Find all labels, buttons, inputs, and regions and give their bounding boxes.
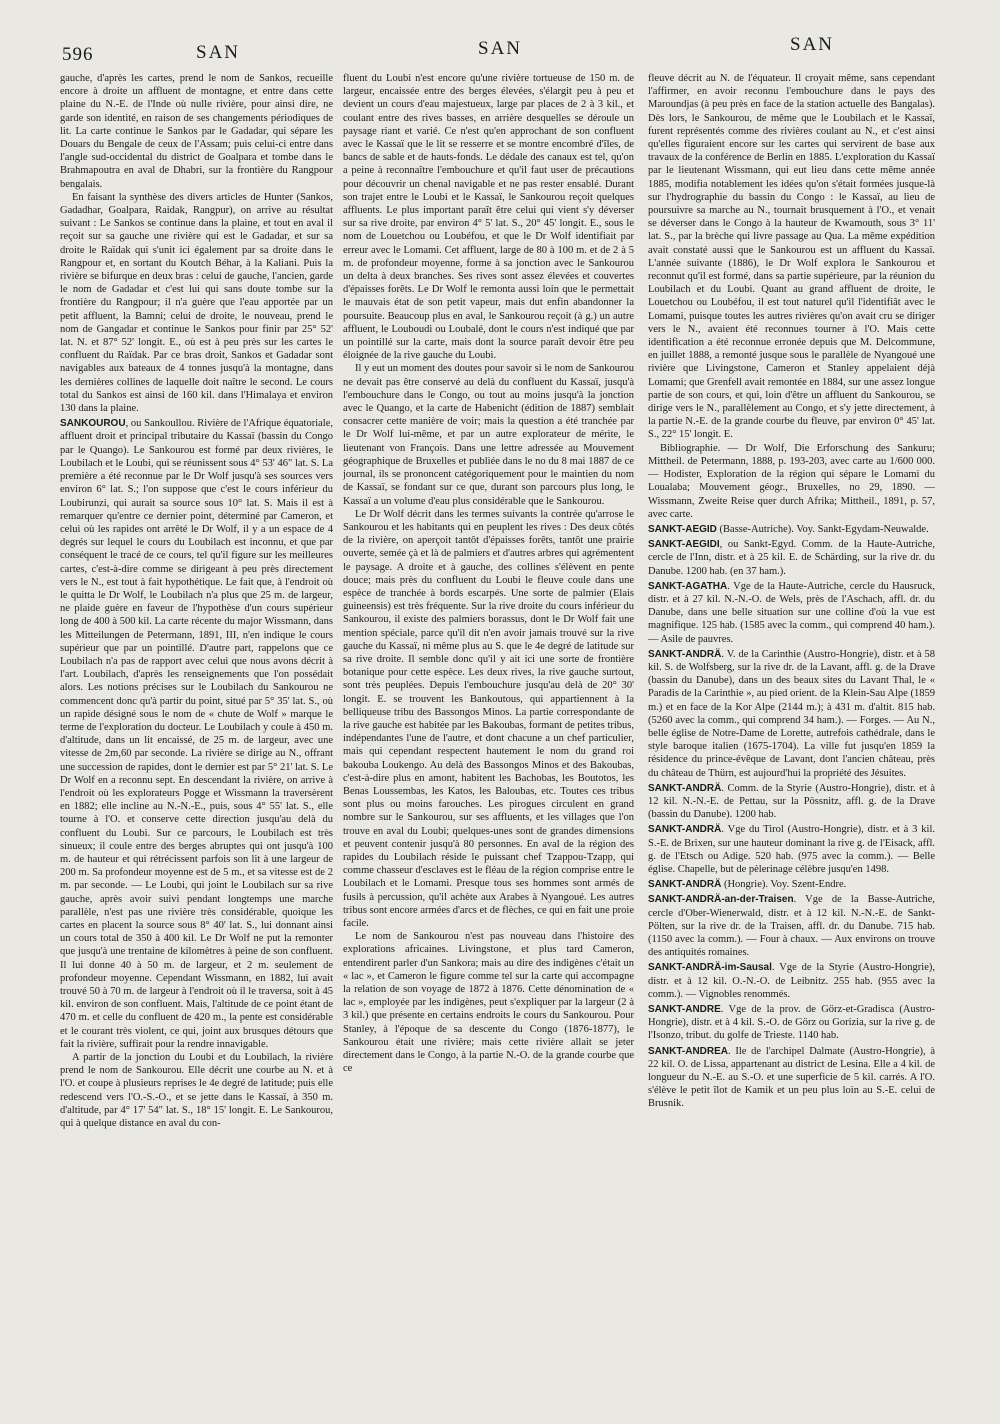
paragraph [60,191,333,415]
paragraph-text: fluent du Loubi n'est encore qu'une rivière tortueuse de 150 m. de largeur, encaissée entre des berges élevées, s'élargit peu à peu et devient un cours d'eau majestueux, large par places de 2 à 3 kil., et coulant entre des rives basses, en arrière desquelles se déroule un paysage riant et varié. Ce n'est qu'en approchant de son confluent avec le Kassaï que le lit se resserre et se montre encombré d'îles, de bancs de sable et de hauts-fonds. Le dédale des canaux est tel, qu'on a peine à reconnaître l'embouchure et qu'il faut user de précautions pour découvrir un chenal navigable et ne pas rester ensablé. Durant son trajet entre le Loubi et le Kassaï, le Sankourou reçoit quelques affluents. Le plus important paraît être celui qui vient s'y déverser sur sa rive droite, par environ 4° 5' lat. S., 20° 45' longit. E., sous le nom de Louetchou ou Loubéfou, et que le Dr Wolf identifiait par erreur avec le Lomami. Cet affluent, large de 80 à 100 m. et de 2 à 5 m. de profondeur moyenne, forme à sa jonction avec le Sankourou un delta à deux branches. Ses rives sont assez élevées et couvertes d'épaisses forêts. Le Dr Wolf le remonta aussi loin que le permettait le mauvais état de son petit vapeur, mais dut enfin abandonner la poursuite. Beaucoup plus en aval, le Sankourou reçoit (à g.) un autre affluent, le Louboudi ou Loubalé, dont le cours n'est indiqué que par un pointillé sur la carte, mais dont la source paraît devoir être peu éloignée de la rive gauche du Loubi. [343,73,634,362]
page-number: 596 [62,44,94,65]
entry-headword: SANKT-ANDRÄ [648,879,722,891]
entry-text: . V. de la Carinthie (Austro-Hongrie), distr. et à 58 kil. S. de Wolfsberg, sur la rive dr. de la Lavant, affl. g. de la Drave (bassin du Danube), dans un des beaux sites du Lavant Thal, le « Paradis de la Carinthie », au pied orient. de la Klein-Sau Alpe (1859 m.) et en face de la Kor Alpe (2144 m.); à 431 m. d'altit. 815 hab. (5260 avec la comm., qui comprend 34 ham.). — Forges. — Au N., belle église de Notre-Dame de Lorette, autrefois cathédrale, dans le style baroque italien (1675-1704). La ville fut jusqu'en 1859 la résidence du prince-évêque de Lavant, dont l'ancien château, près du château de Thürn, est aujourd'hui la propriété des Jésuites. [648,648,935,779]
dictionary-entry [648,523,935,536]
paragraph-text: fleuve décrit au N. de l'équateur. Il croyait même, sans cependant l'affirmer, en avoir reconnu l'embouchure dans le pays des Maroundjas (à peu près en face de la station actuelle des Bangalas). Dès lors, le Sankourou, de même que le Loubilach et le Kassaï, furent représentés comme des rivières coulant au N., et c'est ainsi qu'elles figuraient encore sur les cartes qui servirent de base aux travaux de la conférence de Berlin en 1885. L'exploration du Kassaï par le lieutenant Wissmann, qui eut lieu dans cette même année 1885, modifia notablement les idées qu'on s'était formées jusque-là sur l'hydrographie du bassin du Congo : le Kassaï, au lieu de poursuivre sa marche au N., tournait brusquement à l'O., et venait se déverser dans le Congo à la hauteur de Kwamouth, sous 3° 11' lat. S., par la brèche qui livre passage au Qua. La même expédition avait constaté aussi que le Sankourou est un affluent du Kassaï. L'année suivante (1886), le Dr Wolf explora le Sankourou et reconnut qu'il est formé, dans sa partie supérieure, par la réunion du Loubilach et du Loubi. Quant au grand affluent de droite, le Louetchou ou Loubéfou, il est tout naturel qu'il l'identifiât avec le Lomami, puisque toutes les autres rivières qu'on avait cru se diriger vers le N., avaient été reconnues tourner à l'O. Mais cette identification a été reconnue erronée depuis que M. Delcommune, en juillet 1888, a remonté jusque sous le parallèle de Nyangoué une rivière que Livingstone, Cameron et Stanley appelaient déjà Lomami; que Grenfell avait remontée en 1884, sur une assez longue partie de son cours, et qui, loin d'être un affluent du Sankourou, se dirige vers le N., parallèlement au Congo, et s'y jette directement, à la partie N.-E. de la grande courbe du fleuve, par environ 0° 45' lat. S., 22° 15' longit. E. [648,73,935,441]
text-column-2 [343,72,634,1402]
entry-text: . Vge du Tirol (Austro-Hongrie), distr. et à 3 kil. S.-E. de Brixen, sur une hauteur dominant la rive g. de l'Eisack, affl. g. de l'Etsch ou Adige. 520 hab. (975 avec la comm.). — Belle église. Chapelle, but de pèlerinage célèbre jusqu'en 1498. [648,824,935,875]
dictionary-entry [60,417,333,1051]
bibliography [648,442,935,521]
entry-headword: SANKT-ANDRÄ [648,648,722,660]
entry-headword: SANKOUROU [60,418,126,430]
entry-text: , ou Sankoullou. Rivière de l'Afrique équatoriale, affluent droit et principal tributaire du Kassaï (bassin du Congo par le Quango). Le Sankourou est formé par deux rivières, le Loubilach et le Loubi, qui se réunissent sous 4° 53' 46" lat. S. La première a été reconnue par le Dr Wolf jusqu'à ses sources vers environ 6° lat. S.; l'on suppose que c'est le cours inférieur du Loubirunzi, qui aurait sa source sous 10° lat. S. Mais il est à remarquer qu'entre ce dernier point, déterminé par Cameron, et celui où les rapides ont arrêté le Dr Wolf, il y a un espace de 4 degrés sur lequel le cours du Loubilach est inconnu, et que par conséquent le tracé de ce cours, tel qu'il figure sur les meilleures cartes, c'est-à-dire comme se dirigeant à peu près directement vers le N., est tout à fait hypothétique. Le fait que, à l'endroit où le quitta le Dr Wolf, le Loubilach n'a plus que 25 m. de largeur, ne plaide guère en faveur de l'hypothèse d'un cours supérieur long de 400 à 500 kil. La carte récente du major Wissmann, dans les Mitteilungen de Petermann, 1891, III, n'en indique le cours supérieur que par un pointillé. D'autre part, rappelons que ce Loubilach n'a pas de rapport avec celui que nous avons décrit à l'art. Loubilach, d'après les renseignements que l'on possédait alors. Les notions précises sur le Loubilach du Sankourou ne commencent donc qu'à partir du point, situé par 5° 35' lat. S., où un rapide désigné sous le nom de « chute de Wolf » marque le terme de l'exploration du docteur. Le Loubilach y coule à 450 m. d'altitude, dans un lit encaissé, de 25 m. de largeur, avec une vitesse de 2m,60 par seconde. La rivière se dirige au N., offrant une succession de rapides, dont le dernier est par 5° 21' lat. S. Le Dr Wolf en a reconnu sept. En descendant la rivière, on arrive à l'endroit où les explorateurs Pogge et Wissmann la traversèrent en 1882; elle incline au N.-N.-E., puis, sous 4° 55' lat. S., elle tourne à l'O. et conserve cette direction jusqu'au delà du confluent du Loubi. Sur ce parcours, le Loubilach est très sinueux; il coule entre des berges abruptes qui ont jusqu'à 100 m. de hauteur et qui rétrécissent parfois son lit à une largeur de 200 m. Sa profondeur moyenne est de 5 m., et sa vitesse est de 2 m. par seconde. — Le Loubi, qui joint le Loubilach sur sa rive gauche, après avoir suivi pendant longtemps une marche parallèle, n'est pas une rivière très considérable, quoique les cartes en placent la source sous 8° 40' lat. S., lui donnant ainsi un cours total de 350 à 400 kil. Le Dr Wolf ne put la remonter que jusqu'à une trentaine de kilomètres à peine de son confluent. Il lui donne 40 à 50 m. de largeur, et 2 m. seulement de profondeur moyenne. Cependant Wissmann, en 1882, lui avait trouvé 50 à 70 m. de largeur à l'endroit où il le traversa, soit à 45 kil. environ de son confluent. Mais, l'altitude de ce point étant de 470 m. et celle du confluent de 420 m., la pente est considérable et le courant très violent, ce qui, joint aux brusques détours que fait la rivière, suffirait pour la rendre innavigable. [60,418,333,1050]
dictionary-entry [648,893,935,959]
entry-headword: SANKT-ANDRE [648,1004,721,1016]
dictionary-entry [648,538,935,578]
page-header [0,32,1000,64]
entry-text: (Hongrie). Voy. Szent-Endre. [721,879,847,891]
paragraph [343,508,634,931]
dictionary-entry [648,782,935,822]
paragraph-text: Il y eut un moment des doutes pour savoir si le nom de Sankourou ne devait pas être conservé au delà du confluent du Kassaï, jusqu'à l'embouchure dans le Congo, ou tout au moins jusqu'à la jonction avec le Quango, et la carte de Habenicht (édition de 1887) semblait consacrer cette manière de voir; mais la question a été tranchée par le Dr Wolf lui-même, et par un autre explorateur de mérite, le lieutenant von François. Dans une lettre adressée au Mouvement géographique de Bruxelles et publiée dans le no du 8 mai 1887 de ce journal, ils se prononcent catégoriquement pour le maintien du nom de Kassaï, se fondant sur ce que, durant son parcours plus long, le Kassaï a un volume d'eau plus considérable que le Sankourou. [343,363,634,507]
entry-text: . Ile de l'archipel Dalmate (Austro-Hongrie), à 22 kil. O. de Lissa, appartenant au district de Lesina. Elle a 4 kil. de longueur du N.-E. au S.-O. et une superficie de 5 kil. carrés. A l'O. s'élève le petit îlot de Kamik et un peu plus loin au S.-E. celui de Brusnik. [648,1045,935,1110]
paragraph-text: A partir de la jonction du Loubi et du Loubilach, la rivière prend le nom de Sankourou. Elle décrit une courbe au N. et à l'O. et coupe à plusieurs reprises le 4e degré de latitude; puis elle redescend vers l'O.-S.-O., et se jette dans le Kassaï, à 350 m. d'altitude, par 4° 17' 54" lat. S., 18° 15' longit. E. Le Sankourou, qui à quelque distance en aval du con- [60,1052,333,1130]
running-head-right: SAN [790,34,835,55]
entry-headword: SANKT-AGATHA [648,580,728,592]
entry-headword: SANKT-ANDREA [648,1045,728,1057]
paragraph-text: Le nom de Sankourou n'est pas nouveau dans l'histoire des explorations africaines. Livingstone, et plus tard Cameron, entendirent parler d'un Sankora; mais au dire des indigènes c'était un « lac », et Cameron le figure comme tel sur la carte qui accompagne la relation de son voyage de 1872 à 1876. Cette dénomination de « lac », employée par les indigènes, peut s'expliquer par la largeur (2 à 3 kil.) que présente en certains endroits le cours du Sankourou. Pour Stanley, à l'époque de sa descente du Congo (1876-1877), le Sankourou était une rivière; mais cette rivière allait se jeter directement dans le Congo, à la partie N.-O. de la grande courbe que ce [343,931,634,1075]
entry-headword: SANKT-ANDRÄ [648,824,722,836]
dictionary-entry [648,823,935,876]
dictionary-entry [648,580,935,646]
entry-headword: SANKT-AEGIDI [648,539,720,551]
paragraph-text: gauche, d'après les cartes, prend le nom de Sankos, recueille encore à droite un affluent de montagne, et entre dans cette plaine du N.-E. de l'Inde où nulle rivière, pour ainsi dire, ne garde son identité, en raison de ses changements périodiques de lit. La carte continue le Sankos par le Gadadar, qui sépare les Douars du Bengale de ceux de l'Assam; puis celui-ci entre dans l'angle sud-occidental du district de Goalpara et tombe dans le Brahmapoutra en aval de Dhabri, sur la frontière du Rangpour bengalais. [60,73,333,190]
paragraph-text: Le Dr Wolf décrit dans les termes suivants la contrée qu'arrose le Sankourou et les habitants qui en peuplent les rives : Des deux côtés de la rivière, on aperçoit tantôt d'épaisses forêts, tantôt une prairie ouverte, semée çà et là de palmiers et d'autres arbres qui agrémentent le paysage. A droite et à gauche, des collines s'élèvent en pente douce; mais près du confluent du Loubi le fleuve coule dans une espèce de tranchée à bords escarpés. Une sorte de palmier (Elais guineensis) est très fréquente. Sur la rive droite du cours inférieur du Sankourou, il existe des palmiers borassus, dont le Dr Wolf fait une mention spéciale, parce qu'il dit n'en avoir jamais trouvé sur la rive gauche du Kassaï, ni même plus au S. que le 4e degré de latitude sur sa rive droite. Il semble donc qu'il y ait ici une sorte de frontière botanique pour cette espèce. Les deux rives, la rive gauche surtout, sont très peuplées. Depuis l'embouchure jusqu'au delà de 20° 30' longit. E. se trouvent les Bankoutous, qui appartiennent à la belliqueuse tribu des Bassongos Minos. La partie correspondante de la rive gauche est habitée par les Bakoubas, formant de petites tribus, indépendantes l'une de l'autre, et dont chacune a un chef particulier, mais qui cependant respectent hautement le nom du grand roi bakouba Loukengo. Au delà des Bassongos Minos et des Bakoubas, c'est-à-dire plus en amont, habitent les Bachobas, les Boutotos, les Benas Loussembas, les Katos, les Baloubas, etc. Toutes ces tribus sont plus ou moins farouches. Les pirogues circulent en grand nombre sur le Sankourou, sur ses affluents, et les villages que l'on trouve en aval du Loubi; quelques-unes sont de grandes dimensions et peuvent contenir jusqu'à 80 personnes. En aval de la région des rapides du Loubilach réside le puissant chef Tzappou-Tzapp, qui comme chasseur d'esclaves est le fléau de la région comprise entre le Loubilach et le Lomami. Presque tous ses hommes sont armés de fusils à percussion, qu'il achète aux Arabes à Nyangoué. Les autres tribus sont encore armées d'arcs et de flèches, ce qui en fait une proie facile. [343,508,634,929]
paragraph [343,72,634,362]
paragraph [343,930,634,1075]
entry-text: . Vge de la prov. de Görz-et-Gradisca (Austro-Hongrie), distr. et à 4 kil. S.-O. de Görz ou Gorizia, sur la rive g. de l'Isonzo, tribut. du golfe de Trieste. 1140 hab. [648,1004,935,1042]
entry-text: . Comm. de la Styrie (Austro-Hongrie), distr. et à 12 kil. N.-N.-E. de Pettau, sur la Pössnitz, affl. g. de la Drave (bassin du Danube). 1200 hab. [648,782,935,821]
paragraph [60,72,333,191]
paragraph [343,362,634,507]
dictionary-entry [648,648,935,780]
dictionary-entry [648,961,935,1001]
dictionary-entry [648,1003,935,1043]
paragraph [60,1051,333,1130]
entry-text: , ou Sankt-Egyd. Comm. de la Haute-Autriche, cercle de l'Inn, distr. et à 25 kil. E. de Schärding, sur la rive dr. du Danube. 1200 hab. (en 37 ham.). [648,539,935,577]
entry-text: . Vge de la Basse-Autriche, cercle d'Ober-Wienerwald, distr. et à 12 kil. N.-N.-E. de Sankt-Pölten, sur la rive dr. de la Traisen, affl. dr. du Danube. 715 hab. (1150 avec la comm.). — Four à chaux. — Aux environs on trouve des antiquités romaines. [648,894,935,959]
bibliography-text: Bibliographie. — Dr Wolf, Die Erforschung des Sankuru; Mittheil. de Petermann, 1888, p. 193-203, avec carte au 1/600 000. — Hodister, Exploration de la région qui sépare le Lomami du Loualaba; Mouvement géogr., Bruxelles, no 29, 1890. — Wissmann, Zweite Reise quer durch Afrika; Mittheil., 1891, p. 57, avec carte. [648,442,935,520]
text-column-1 [60,72,333,1402]
paragraph [648,72,935,442]
entry-headword: SANKT-AEGID [648,523,717,535]
entry-text: . Vge de la Haute-Autriche, cercle du Hausruck, distr. et à 27 kil. N.-N.-O. de Wels, près de l'Aschach, affl. dr. du Danube, dans une belle situation sur une colline d'où la vue est magnifique. 125 hab. (1585 avec la comm., qui comprend 40 ham.). — Asile de pauvres. [648,580,935,645]
dictionary-entry [648,878,935,891]
entry-text: . Vge de la Styrie (Austro-Hongrie), distr. et à 12 kil. O.-N.-O. de Leibnitz. 255 hab. (955 avec la comm.). — Vignobles renommés. [648,962,935,1000]
dictionary-entry [648,1045,935,1111]
entry-headword: SANKT-ANDRÄ-an-der-Traisen [648,894,794,906]
text-column-3 [648,72,935,1402]
running-head-left: SAN [196,42,241,63]
paragraph-text: En faisant la synthèse des divers articles de Hunter (Sankos, Gadadhar, Goalpara, Raidak, Rangpur), on arrive au résultat suivant : Le Sankos se continue dans la plaine, et tout en aval il reçoit sur sa gauche une rivière qui est le Gadadar, et sur sa droite le Raïdak qui s'unit ici également par sa droite dans le Rangpour et, en sortant du Koutch Béhar, à la Kaliani. Puis la rivière se bifurque en deux bras : celui de gauche, l'ancien, garde le nom de Gadadar et c'est lui qui sans doute tombe sur la frontière du Rangpour; il n'a guère que l'eau apportée par un petit affluent, la Bamni; celui de droite, le nouveau, prend le nom de Gangadar et continue le Sankos pour finir par 25° 52' lat. N. et 87° 52' longit. E., où est à peu près sur les cartes le confluent du Raïdak. Par ce bras droit, Sankos et Gadadar sont navigables aux bateaux de 4 tonnes jusqu'à la montagne, dans les dernières collines de laquelle doit naître le second. Le cours total du Sankos est ainsi de 160 kil. dans l'Himalaya et environ 130 dans la plaine. [60,191,333,415]
entry-headword: SANKT-ANDRÄ [648,782,722,794]
entry-headword: SANKT-ANDRÄ-im-Sausal [648,962,772,974]
running-head-center: SAN [478,38,523,59]
entry-text: (Basse-Autriche). Voy. Sankt-Egydam-Neuwalde. [716,523,929,535]
